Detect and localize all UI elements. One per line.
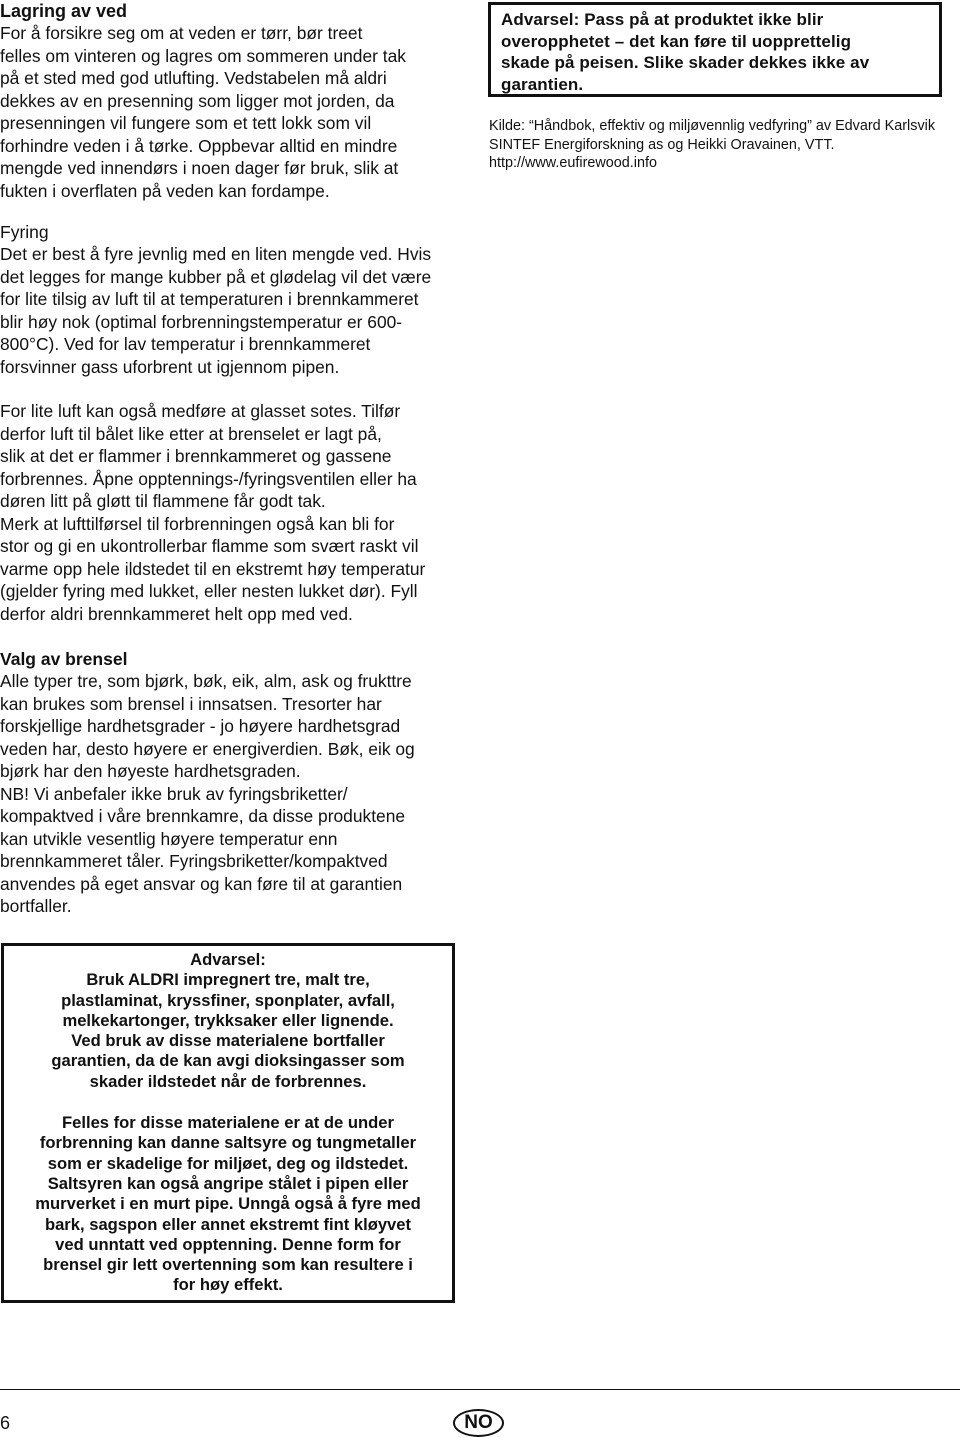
text-line: ved unntatt ved opptenning. Denne form for <box>55 1234 401 1254</box>
text-line: stor og gi en ukontrollerbar flamme som svært raskt vil <box>0 536 419 556</box>
text-line: som er skadelige for miljøet, deg og ildstedet. <box>47 1153 409 1173</box>
text-line: Felles for disse materialene er at de under <box>61 1113 394 1133</box>
section-lagring <box>0 0 470 202</box>
section-valg <box>0 648 470 918</box>
text-line: mengde ved innendørs i noen dager før bruk, slik at <box>0 158 399 178</box>
paragraph-fyring-1 <box>0 243 470 378</box>
paragraph-fyring-2 <box>0 400 470 625</box>
text-line: det legges for mange kubber på et glødelag vil det være <box>0 266 432 287</box>
text-line: Merk at lufttilførsel til forbrenningen også kan bli for <box>0 513 395 534</box>
text-line: kompaktved i våre brennkamre, da disse produktene <box>0 806 406 826</box>
text-line: varme opp hele ildstedet til en ekstremt høy temperatur <box>0 558 426 579</box>
heading-valg: Valg av brensel <box>0 649 128 669</box>
text-line: blir høy nok (optimal forbrenningstemperatur er 600- <box>0 311 403 332</box>
text-line: forhindre veden i å tørke. Oppbevar alltid en mindre <box>0 135 398 156</box>
text-line: for lite tilsig av luft til at temperaturen i brennkammeret <box>0 289 419 309</box>
paragraph-valg <box>0 670 470 918</box>
text-line: bortfaller. <box>0 896 72 916</box>
text-line: Advarsel: Pass på at produktet ikke blir <box>501 10 824 29</box>
text-line: skade på peisen. Slike skader dekkes ikke av <box>501 53 870 72</box>
text-line: dekkes av en presenning som ligger mot jorden, da <box>0 90 395 111</box>
heading-fyring: Fyring <box>0 222 49 242</box>
language-badge: NO <box>453 1409 504 1437</box>
text-line: murverket i en murt pipe. Unngå også å fyre med <box>35 1194 421 1214</box>
page-number: 6 <box>0 1413 11 1433</box>
text-line: SINTEF Energiforskning as og Heikki Oravainen, VTT. <box>489 136 835 153</box>
text-line: For å forsikre seg om at veden er tørr, bør treet <box>0 23 363 43</box>
text-line: garantien. <box>501 74 584 94</box>
text-line: brennkammeret tåler. Fyringsbriketter/kompaktved <box>0 851 388 871</box>
text-line: garantien, da de kan avgi dioksingasser som <box>51 1051 405 1071</box>
section-fyring-continued <box>0 400 470 625</box>
text-line: brensel gir lett overtenning som kan resultere i <box>43 1255 413 1275</box>
text-line: felles om vinteren og lagres om sommeren under tak <box>0 45 406 66</box>
warning-block-2 <box>10 1113 446 1296</box>
warning-title: Advarsel: <box>190 950 266 969</box>
footer-divider <box>0 1389 960 1390</box>
text-line: 800°C). Ved for lav temperatur i brennkammeret <box>0 334 371 354</box>
text-line: Bruk ALDRI impregnert tre, malt tre, <box>86 970 370 990</box>
text-line: anvendes på eget ansvar og kan føre til at garantien <box>0 873 403 894</box>
text-line: overopphetet – det kan føre til uopprettelig <box>501 31 852 51</box>
source-note <box>489 117 959 173</box>
text-line: derfor luft til bålet like etter at brenselet er lagt på, <box>0 423 382 444</box>
text-line: slik at det er flammer i brennkammeret og gassene <box>0 446 392 466</box>
warning-block-1 <box>10 950 446 1092</box>
source-url: http://www.eufirewood.info <box>489 155 657 171</box>
text-line: på et sted med god utlufting. Vedstabelen må aldri <box>0 68 387 88</box>
text-line: melkekartonger, trykksaker eller lignende. <box>62 1010 394 1030</box>
text-line: veden har, desto høyere er energiverdien. Bøk, eik og <box>0 738 415 759</box>
text-line: forbrennes. Åpne opptennings-/fyringsventilen eller ha <box>0 468 417 489</box>
text-line: kan utvikle vesentlig høyere temperatur enn <box>0 828 338 849</box>
text-line: (gjelder fyring med lukket, eller nesten lukket dør). Fyll <box>0 581 418 601</box>
text-line: skader ildstedet når de forbrennes. <box>89 1071 367 1091</box>
text-line: Alle typer tre, som bjørk, bøk, eik, alm, ask og frukttre <box>0 671 412 691</box>
text-line: NB! Vi anbefaler ikke bruk av fyringsbriketter/ <box>0 783 348 804</box>
text-line: døren litt på gløtt til flammene får godt tak. <box>0 491 326 511</box>
text-line: Kilde: “Håndbok, effektiv og miljøvennlig vedfyring” av Edvard Karlsvik <box>489 118 936 134</box>
warning-box-materials <box>1 943 455 1303</box>
section-fyring <box>0 221 470 378</box>
text-line: forbrenning kan danne saltsyre og tungmetaller <box>39 1133 417 1153</box>
text-line: forskjellige hardhetsgrader - jo høyere hardhetsgrad <box>0 716 401 736</box>
text-line: Ved bruk av disse materialene bortfaller <box>71 1031 385 1051</box>
text-line: fukten i overflaten på veden kan fordampe. <box>0 180 330 201</box>
text-line: for høy effekt. <box>173 1275 283 1295</box>
text-line: plastlaminat, kryssfiner, sponplater, avfall, <box>61 990 395 1010</box>
text-line: forsvinner gass uforbrent ut igjennom pipen. <box>0 356 340 377</box>
text-line: derfor aldri brennkammeret helt opp med ved. <box>0 603 353 624</box>
text-line: Saltsyren kan også angripe stålet i pipen eller <box>47 1173 409 1193</box>
text-line: Det er best å fyre jevnlig med en liten mengde ved. Hvis <box>0 244 432 264</box>
text-line: presenningen vil fungere som et tett lokk som vil <box>0 113 372 133</box>
warning-box-overheating <box>488 2 942 97</box>
paragraph-lagring <box>0 22 470 202</box>
text-line: kan brukes som brensel i innsatsen. Tresorter har <box>0 693 382 714</box>
heading-lagring: Lagring av ved <box>0 1 128 21</box>
text-line: bjørk har den høyeste hardhetsgraden. <box>0 761 301 781</box>
text-line: bark, sagspon eller annet ekstremt fint kløyvet <box>44 1214 412 1234</box>
text-line: For lite luft kan også medføre at glasset sotes. Tilfør <box>0 401 401 421</box>
